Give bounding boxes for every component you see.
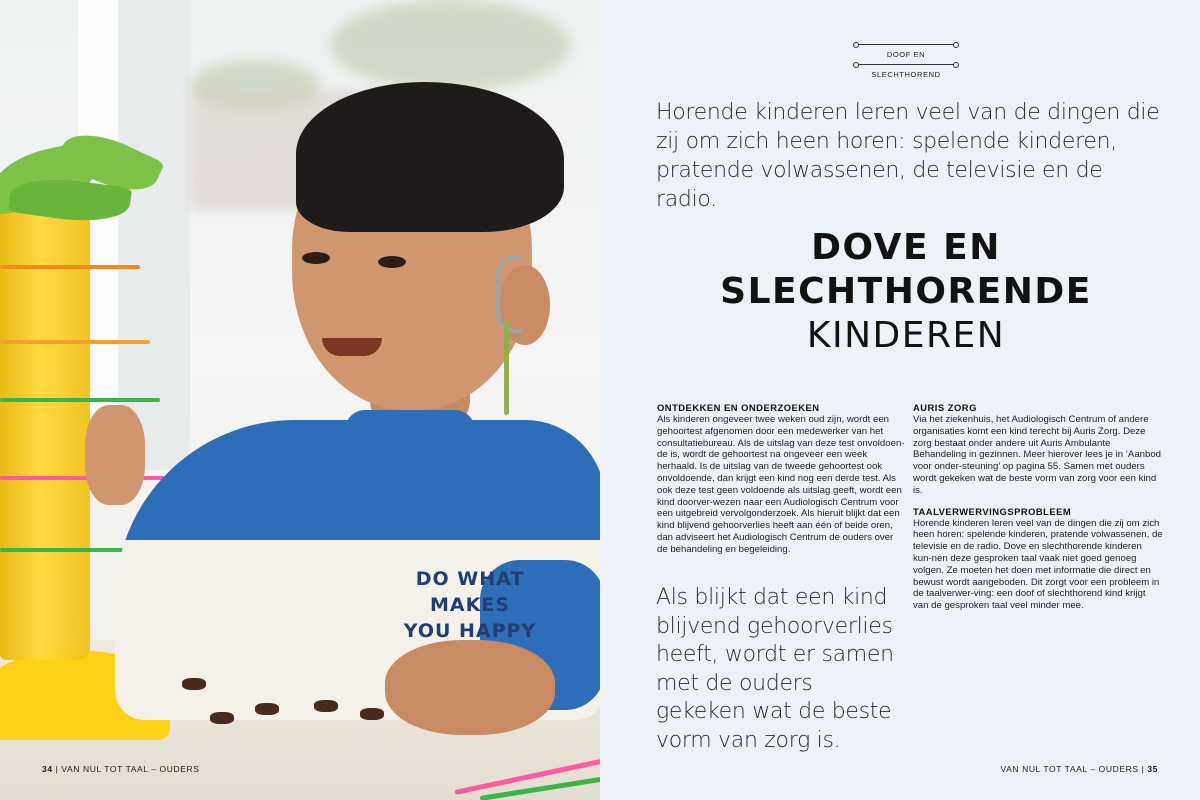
- section-heading: TAALVERWERVINGSPROBLEEM: [913, 505, 1072, 517]
- section-label: [856, 40, 956, 80]
- folio-left: 34 | VAN NUL TOT TAAL – OUDERS: [42, 764, 200, 774]
- section-heading: AURIS ZORG: [913, 402, 977, 413]
- pull-quote: Als blijkt dat een kind blijvend gehoorverlies heeft, wordt er samen met de ouders gekeken wat de beste vorm van zorg is.: [656, 585, 894, 753]
- folio-right: VAN NUL TOT TAAL – OUDERS | 35: [1000, 764, 1158, 774]
- section-heading: ONTDEKKEN EN ONDERZOEKEN: [657, 402, 820, 413]
- toy-stick: [0, 265, 140, 269]
- section-body: Als kinderen ongeveer twee weken oud zijn, wordt een gehoortest afgenomen door een medewerker van het consultatiebureau. Als de uitslag van deze test onvoldoen-de is, wordt de gehoortest na ongeveer een week herhaald. Is de uitslag van de tweede gehoortest ook onvoldoende, dan krijgt een kind nog een derde test. Als ook deze test geen voldoende als uitslag geeft, wordt een kind doorver-wezen naar een Audiologisch Centrum voor een uitgebreid vervolgonderzoek. Als hieruit blijkt dat een kind blijvend gehoorverlies heeft aan één of beide oren, dan adviseert het Audiologisch Centrum de ouders over de behandeling en begeleiding.: [657, 414, 905, 555]
- game-piece: [314, 700, 338, 712]
- text-column-right: [913, 402, 1163, 621]
- game-piece: [210, 712, 234, 724]
- boy-hair: [296, 82, 564, 232]
- page-number: 35: [1147, 764, 1158, 774]
- sweater-collar: [345, 410, 475, 450]
- running-head: VAN NUL TOT TAAL – OUDERS: [1000, 764, 1139, 774]
- shirt-print-line: DO WHAT MAKES: [415, 568, 525, 616]
- text-column-left: [657, 402, 905, 565]
- title-line: SLECHTHORENDE: [720, 271, 1092, 312]
- toy-stick: [0, 398, 160, 402]
- boy-eye: [302, 252, 330, 264]
- title-line: DOVE EN: [811, 227, 1001, 268]
- article-title: [656, 226, 1156, 358]
- page-number: 34: [42, 764, 53, 774]
- game-piece: [255, 703, 279, 715]
- running-head: VAN NUL TOT TAAL – OUDERS: [61, 764, 200, 774]
- intro-text: Horende kinderen leren veel van de dingen die zij om zich heen horen: spelende kinderen, pratende volwassenen, de televisie en de radio.: [656, 100, 1160, 212]
- boy-hand: [85, 405, 145, 505]
- toy-stick: [0, 340, 150, 344]
- section-label-line: DOOF EN: [886, 50, 926, 59]
- background-greenery: [330, 0, 570, 90]
- right-page-article: [600, 0, 1200, 800]
- section-rule: [856, 64, 956, 65]
- boy-eye: [378, 256, 406, 268]
- section-rule: [856, 44, 956, 45]
- boy-mouth: [322, 338, 382, 356]
- section-body: Horende kinderen leren veel van de dingen die zij om zich heen horen: spelende kinderen, pratende volwassenen, de televisie en de radio. Dove en slechthorende kinderen kun-nen deze gesproken taal vaak niet goed genoeg volgen. Ze moeten het doen met informatie die direct en bewust wordt aangeboden. Dit zorgt voor een probleem in de taalverwer-ving: een doof of slechthorend kind krijgt van de gesproken taal veel minder mee.: [913, 517, 1163, 612]
- boy-hand: [385, 640, 555, 735]
- shirt-print-line: YOU HAPPY: [403, 620, 537, 642]
- title-line: KINDEREN: [806, 315, 1006, 356]
- toy-tree-trunk: [0, 200, 90, 660]
- shirt-print: [385, 566, 555, 644]
- section-body: Via het ziekenhuis, het Audiologisch Centrum of andere organisaties komt een kind terecht bij Auris Zorg. Deze zorg bestaat onder andere uit Auris Ambulante Behandeling in gezinnen. Meer hierover lees je in ‘Aanbod voor onder-steuning’ op pagina 55. Samen met ouders wordt gekeken wat de beste vorm van zorg voor een kind is.: [913, 414, 1162, 496]
- game-piece: [360, 708, 384, 720]
- hearing-aid-cord: [504, 320, 509, 415]
- hearing-aid-icon: [496, 255, 522, 333]
- game-piece: [182, 678, 206, 690]
- section-label-line: SLECHTHOREND: [871, 70, 941, 79]
